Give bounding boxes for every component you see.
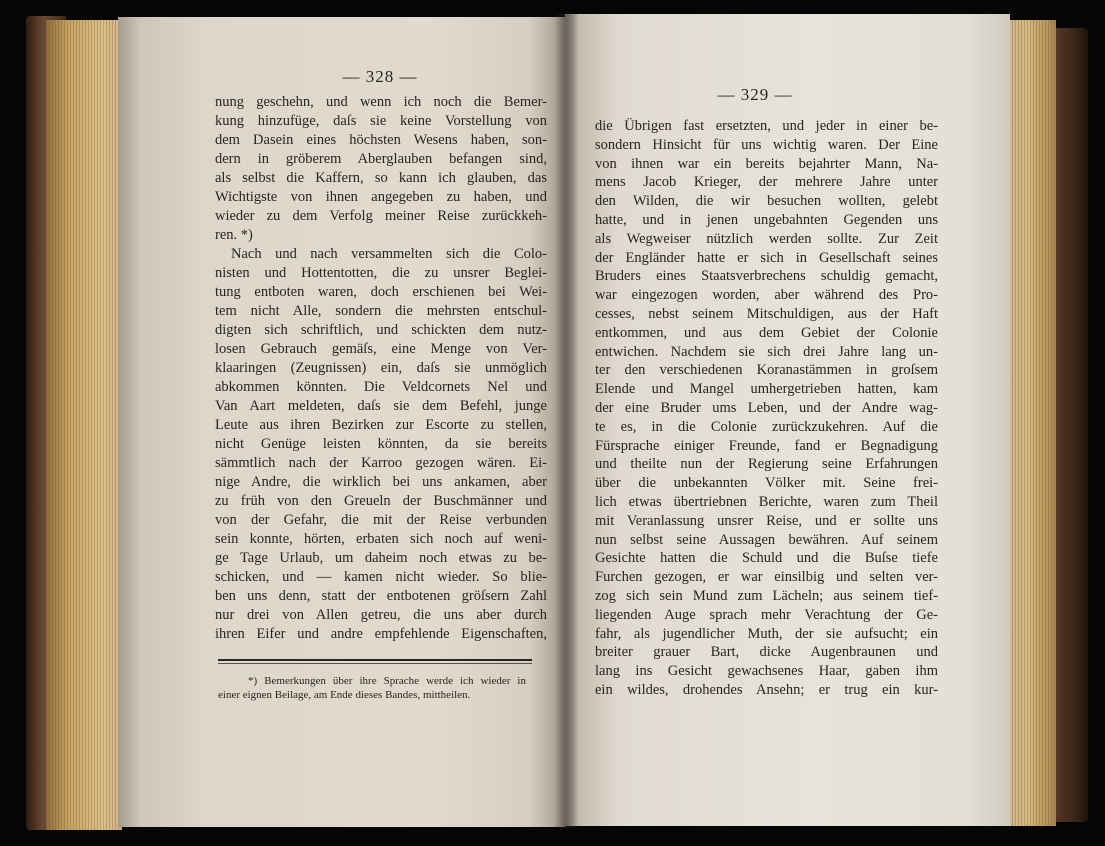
right-page-text-line: den Wilden, die wir besuchen wollten, gelebt [595,193,938,210]
left-page-text-line: tem nicht Alle, sondern die mehrsten entschul- [215,303,547,319]
right-page-text-line: als Wegweiser nützlich werden sollte. Zur Zeit [595,230,938,247]
right-page-text-line: cesses, nebst seinem Mitschuldigen, aus der Haft [595,305,938,322]
right-page [565,14,1010,826]
right-page-text-line: und theilte nun der Regierung seine Erfahrungen [595,456,938,473]
right-page-text-line: nun selbst seine Aussagen bewähren. Auf seinem [595,531,938,548]
right-page-text-line: liegenden Auge sprach mehr Verachtung der Ge- [595,606,938,623]
left-page-text-line: kung hinzufüge, daſs sie keine Vorstellung von [215,113,547,129]
footnote-line: einer eignen Beilage, am Ende dieses Bandes, mittheilen. [218,689,471,701]
left-page-text-line: klaaringen (Zeugnissen) ein, daſs sie unmöglich [215,360,547,376]
right-page-text-line: sondern Hinsicht für uns wichtig waren. Der Eine [595,136,938,153]
left-page-text-line: nicht Genüge leisten könnten, da sie bereits [215,436,547,452]
left-page-text-line: digten sich schriftlich, und schickten dem nutz- [215,322,547,338]
page-edges-left [46,20,122,830]
left-page-text-line: Leute aus ihren Bezirken zur Escorte zu stellen, [215,417,547,433]
left-page-text-line: sämmtlich nach der Karroo gezogen wären. Ei- [215,455,547,471]
right-page-text-line: der Engländer hatte er sich in Gesellschaft seines [595,249,938,266]
left-page-text-line: Wichtigste von ihnen angegeben zu haben, und [215,189,547,205]
right-page-text-line: mit Veranlassung unsrer Reise, und er sollte uns [595,512,938,529]
footnote-rule [218,659,532,664]
right-page-text-line: lich etwas übertriebnen Berichte, waren zum Theil [595,493,938,510]
right-page-text-line: Fürsprache einiger Freunde, fand er Begnadigung [595,437,938,454]
right-page-text-line: breiter grauer Bart, dicke Augenbraunen und [595,644,938,661]
left-page-text-line: abkommen könnten. Die Veldcornets Nel und [215,379,547,395]
left-page-number: — 328 — [342,67,418,86]
left-page-text-line: von der Gefahr, die mit der Reise verbunden [215,512,547,528]
right-page-text-line: entkommen, und aus dem Gebiet der Colonie [595,324,938,341]
left-page-text-line: nige Andre, die wirklich bei uns ankamen, aber [215,474,547,490]
left-page-text-line: wieder zu dem Verfolg meiner Reise zurückkeh- [215,208,547,224]
right-page-text-line: über die unbekannten Völker mit. Seine frei- [595,475,938,492]
left-page-text-line: Nach und nach versammelten sich die Colo- [231,246,547,262]
left-page-text-line: ge Tage Urlaub, um daheim noch etwas zu be- [215,550,547,566]
left-page-text-line: losen Gebrauch gemäſs, eine Menge von Ver- [215,341,547,357]
right-page-text-line: Bruders eines Staatsverbrechens schuldig gemacht, [595,268,938,285]
left-page-text [215,93,547,644]
right-page-text-line: entwichen. Nachdem sie sich drei Jahre lang un- [595,343,938,360]
right-page-text-line: Gesichte hatten die Schuld und die Buſse tiefe [595,550,938,567]
right-page-text-line: lang ins Gesicht gewachsenes Haar, gaben ihm [595,663,938,680]
right-page-text-line: Elende und Mangel umhergetrieben hatten, kam [595,381,938,398]
page-edges-right [1006,20,1056,826]
right-page-text-line: te es, in die Colonie zurückzukehren. Auf die [595,418,938,435]
right-page-text [595,117,938,700]
right-page-text-line: mens Jacob Krieger, der mehrere Jahre unter [595,174,938,191]
left-page-text-line: dern in gröberem Aberglauben befangen sind, [215,151,547,167]
right-page-text-line: von ihnen war ein bereits bejahrter Mann, Na- [595,155,938,172]
left-page-text-line: als selbst die Kaffern, so kann ich glauben, das [215,170,547,186]
right-page-text-line: war eingezogen worden, aber während des Pro- [595,287,938,304]
left-page-text-line: dem Dasein eines höchsten Wesens haben, son- [215,132,547,148]
right-page-text-line: ter den verschiedenen Koranastämmen in groſsem [595,362,938,379]
left-page-text-line: nung geschehn, und wenn ich noch die Bemer- [215,94,547,110]
left-page-text-line: tung entboten waren, doch erschienen bei Wei- [215,284,547,300]
left-page-text-line: nur drei von Allen getreu, die uns aber durch [215,607,547,623]
left-page-text-line: nisten und Hottentotten, die zu unsrer Beglei- [215,265,547,281]
left-page-text-line: Van Aart meldeten, daſs sie dem Befehl, junge [215,398,547,414]
book-gutter-shadow [553,14,579,828]
right-page-text-line: ein wildes, drohendes Ansehn; er trug ein kur- [595,681,938,698]
right-page-text-line: der eine Bruder ums Leben, und der Andre wag- [595,399,938,416]
right-page-text-line: fahr, als jugendlicher Muth, der sie aufsucht; ein [595,625,938,642]
left-page-text-line: zu früh von den Greueln der Buschmänner und [215,493,547,509]
right-page-text-line: zog sich sein Mund zum Lächeln; aus seinem tief- [595,587,938,604]
left-page-text-line: sein konnte, hörten, erbaten sich noch auf weni- [215,531,547,547]
left-page [118,17,565,827]
footnote [218,674,526,702]
left-page-text-line: ben uns denn, statt der entbotenen gröſsern Zahl [215,588,547,604]
right-page-text-line: hatte, und in jenen ungebahnten Gegenden uns [595,211,938,228]
right-page-text-line: die Übrigen fast ersetzten, und jeder in einer be- [595,118,938,134]
left-page-text-line: schicken, und — kamen nicht wieder. So blie- [215,569,547,585]
footnote-line: *) Bemerkungen über ihre Sprache werde ich wieder in [248,675,526,687]
left-page-text-line: ren. *) [215,227,253,243]
left-page-text-line: ihren Eifer und andre empfehlende Eigenschaften, [215,626,547,642]
right-page-number: — 329 — [717,85,793,104]
right-page-text-line: Furchen gezogen, er war einsilbig und selten ver- [595,569,938,586]
book-cover-right [1052,28,1088,822]
